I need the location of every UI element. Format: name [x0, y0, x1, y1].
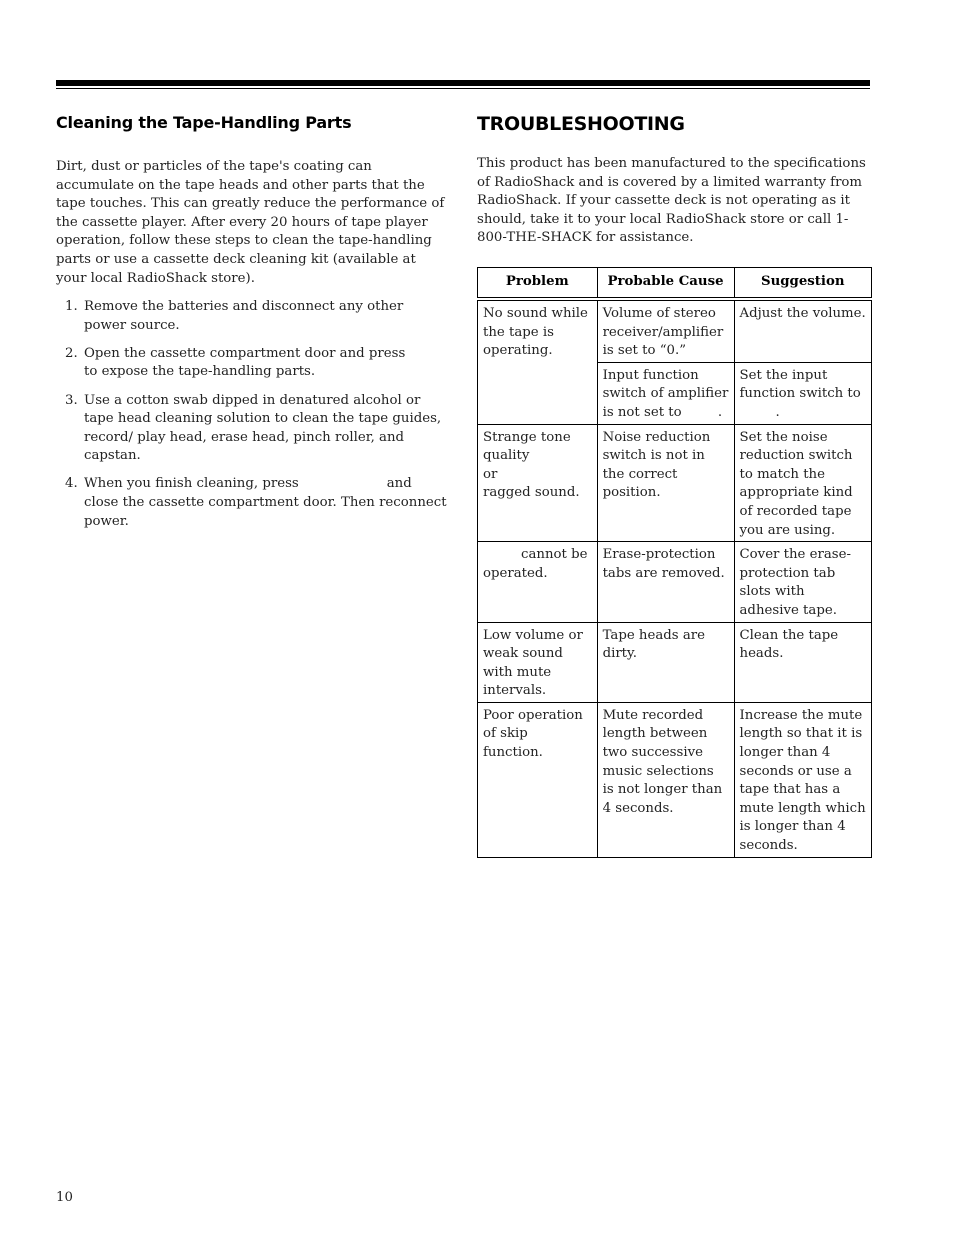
cleaning-step-4	[56, 475, 448, 531]
step-number: 3.	[65, 392, 78, 408]
header-suggestion: Suggestion	[734, 268, 872, 300]
cleaning-step-3	[56, 392, 448, 466]
problem-cell	[478, 424, 598, 542]
cleaning-heading: Cleaning the Tape-Handling Parts	[56, 113, 352, 132]
problem-line-3: ragged sound.	[483, 485, 580, 501]
table-header-row	[478, 268, 872, 300]
problem-cell: No sound while the tape is operating.	[478, 299, 598, 424]
table-row	[478, 299, 872, 362]
suggestion-cell: Cover the erase-protection tab slots with adhesive tape.	[734, 542, 872, 622]
cause-period: .	[717, 404, 723, 420]
table-row	[478, 424, 872, 542]
cleaning-section	[56, 113, 448, 541]
cause-cell: Volume of stereo receiver/amplifier is set to “0.”	[597, 299, 734, 362]
troubleshooting-table	[477, 267, 872, 858]
problem-cell	[478, 542, 598, 622]
suggestion-cell: Adjust the volume.	[734, 299, 872, 362]
cause-cell: Noise reduction switch is not in the correct position.	[597, 424, 734, 542]
step-number: 2.	[65, 345, 78, 361]
cleaning-intro: Dirt, dust or particles of the tape's coating can accumulate on the tape heads and other parts that the tape touches. This can greatly reduce the performance of the cassette player. After every 20 hours of tape player operation, follow these steps to clean the tape-handling parts or use a cassette deck cleaning kit (available at your local RadioShack store).	[56, 159, 445, 286]
problem-cell: Poor operation of skip function.	[478, 702, 598, 857]
page-number: 10	[56, 1190, 73, 1205]
top-rule-thick	[56, 80, 870, 86]
troubleshooting-heading: TROUBLESHOOTING	[477, 113, 685, 135]
problem-line-2: or	[483, 466, 498, 482]
cleaning-steps	[56, 298, 448, 531]
step-text-part-a: When you finish cleaning, press	[84, 476, 299, 492]
problem-text: cannot be operated.	[483, 547, 588, 581]
step-text: Use a cotton swab dipped in denatured alcohol or tape head cleaning solution to clean the tape guides, record/ play head, erase head, pinch roller, and capstan.	[84, 392, 442, 464]
header-problem: Problem	[478, 268, 598, 300]
top-rule-thin	[56, 88, 870, 89]
cleaning-step-1	[56, 298, 448, 335]
cause-cell	[597, 362, 734, 424]
suggestion-cell: Clean the tape heads.	[734, 622, 872, 702]
suggestion-cell: Set the noise reduction switch to match the appropriate kind of recorded tape you are using.	[734, 424, 872, 542]
cause-cell: Erase-protection tabs are removed.	[597, 542, 734, 622]
problem-line-1: Strange tone quality	[483, 429, 571, 464]
cleaning-step-2	[56, 345, 448, 382]
step-text-part-b: to expose the tape-handling parts.	[84, 364, 316, 380]
problem-cell: Low volume or weak sound with mute intervals.	[478, 622, 598, 702]
cause-cell: Tape heads are dirty.	[597, 622, 734, 702]
cause-cell: Mute recorded length between two successive music selections is not longer than 4 seconds.	[597, 702, 734, 857]
table-row	[478, 702, 872, 857]
table-row	[478, 542, 872, 622]
step-number: 1.	[65, 299, 78, 315]
suggestion-period: .	[775, 404, 780, 420]
table-row	[478, 622, 872, 702]
step-text-part-a: Open the cassette compartment door and press	[84, 345, 406, 361]
header-probable-cause: Probable Cause	[597, 268, 734, 300]
cause-text: Input function switch of amplifier is not set to	[602, 367, 729, 420]
step-text-part-b: and close the cassette compartment door. Then reconnect power.	[84, 476, 447, 529]
step-text: Remove the batteries and disconnect any other power source.	[84, 299, 404, 333]
suggestion-cell	[734, 362, 872, 424]
step-number: 4.	[65, 476, 78, 492]
troubleshooting-section	[477, 113, 873, 248]
suggestion-text: Set the input function switch to	[739, 367, 861, 402]
suggestion-cell: Increase the mute length so that it is longer than 4 seconds or use a tape that has a mute length which is longer than 4 seconds.	[734, 702, 872, 857]
troubleshooting-intro: This product has been manufactured to the specifications of RadioShack and is covered by a limited warranty from RadioShack. If your cassette deck is not operating as it should, take it to your local RadioShack store or call 1-800-THE-SHACK for assistance.	[477, 156, 866, 246]
